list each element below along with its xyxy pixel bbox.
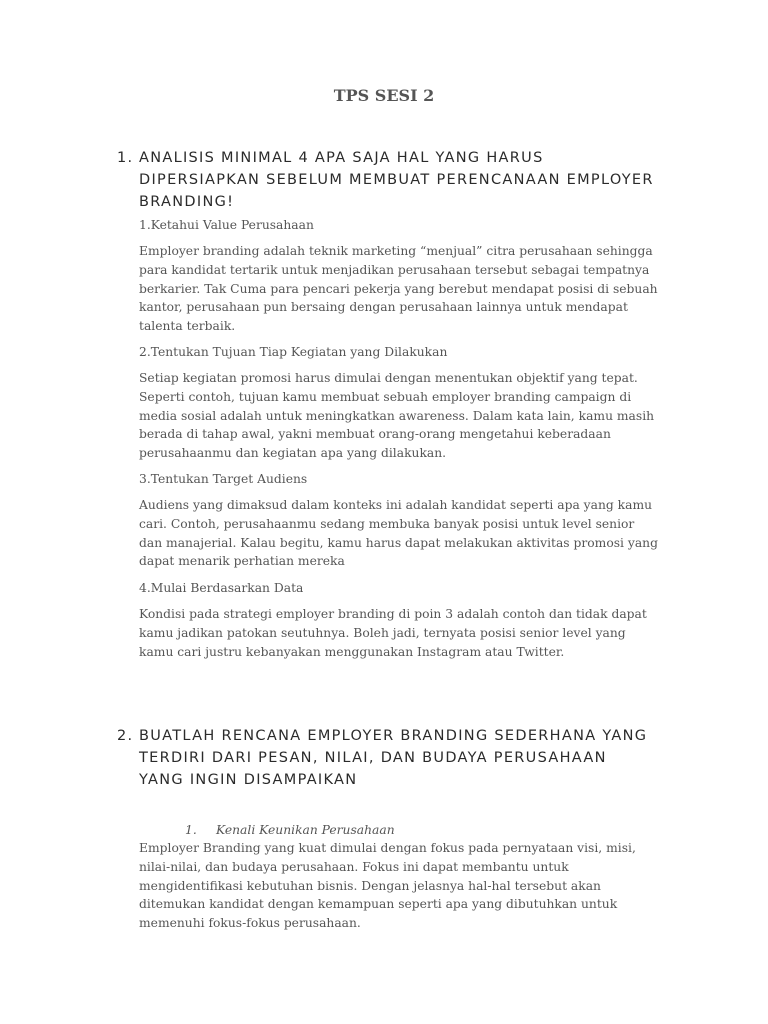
question-text: BUATLAH RENCANA EMPLOYER BRANDING SEDERHANA YANG TERDIRI DARI PESAN, NILAI, DAN BUDAYA PERUSAHAAN YANG INGIN DISAMPAIKAN	[139, 728, 648, 788]
point-paragraph: Audiens yang dimaksud dalam konteks ini adalah kandidat seperti apa yang kamu cari. Contoh, perusahaanmu sedang membuka banyak posisi untuk level senior dan manajerial. Kalau begitu, kamu harus dapat melakukan aktivitas promosi yang dapat menarik perhatian mereka	[139, 498, 658, 569]
point-title: 3.Tentukan Target Audiens	[139, 472, 308, 486]
list-item-title: Kenali Keunikan Perusahaan	[216, 823, 395, 837]
point-paragraph: Employer Branding yang kuat dimulai dengan fokus pada pernyataan visi, misi, nilai-nilai, dan budaya perusahaan. Fokus ini dapat membantu untuk mengidentifikasi kebutuhan bisnis. Dengan jelasnya hal-hal tersebut akan ditemukan kandidat dengan kemampuan seperti apa yang dibutuhkan untuk memenuhi fokus-fokus perusahaan.	[139, 841, 636, 931]
point-title: 4.Mulai Berdasarkan Data	[139, 581, 304, 595]
numbered-list-item	[185, 821, 395, 840]
question-1-heading	[117, 147, 657, 213]
question-number: 1.	[117, 150, 134, 166]
question-text: ANALISIS MINIMAL 4 APA SAJA HAL YANG HARUS DIPERSIAPKAN SEBELUM MEMBUAT PERENCANAAN EMPLOYER BRANDING!	[139, 150, 654, 210]
point-paragraph: Employer branding adalah teknik marketing “menjual” citra perusahaan sehingga para kandidat tertarik untuk menjadikan perusahaan tersebut sebagai tempatnya berkarier. Tak Cuma para pencari pekerja yang berebut mendapat posisi di sebuah kantor, perusahaan pun bersaing dengan perusahaan lainnya untuk mendapat talenta terbaik.	[139, 244, 658, 334]
point-title: 1.Ketahui Value Perusahaan	[139, 218, 314, 232]
document-title: TPS SESI 2	[333, 86, 435, 105]
point-paragraph: Kondisi pada strategi employer branding di poin 3 adalah contoh dan tidak dapat kamu jadikan patokan seutuhnya. Boleh jadi, ternyata posisi senior level yang kamu cari justru kebanyakan menggunakan Instagram atau Twitter.	[139, 607, 647, 659]
question-2-heading	[117, 725, 657, 791]
point-title: 2.Tentukan Tujuan Tiap Kegiatan yang Dilakukan	[139, 345, 448, 359]
question-number: 2.	[117, 728, 134, 744]
point-paragraph: Setiap kegiatan promosi harus dimulai dengan menentukan objektif yang tepat. Seperti contoh, tujuan kamu membuat sebuah employer branding campaign di media sosial adalah untuk meningkatkan awareness. Dalam kata lain, kamu masih berada di tahap awal, yakni membuat orang-orang mengetahui keberadaan perusahaanmu dan kegiatan apa yang dilakukan.	[139, 371, 655, 461]
list-item-number: 1.	[185, 823, 197, 837]
